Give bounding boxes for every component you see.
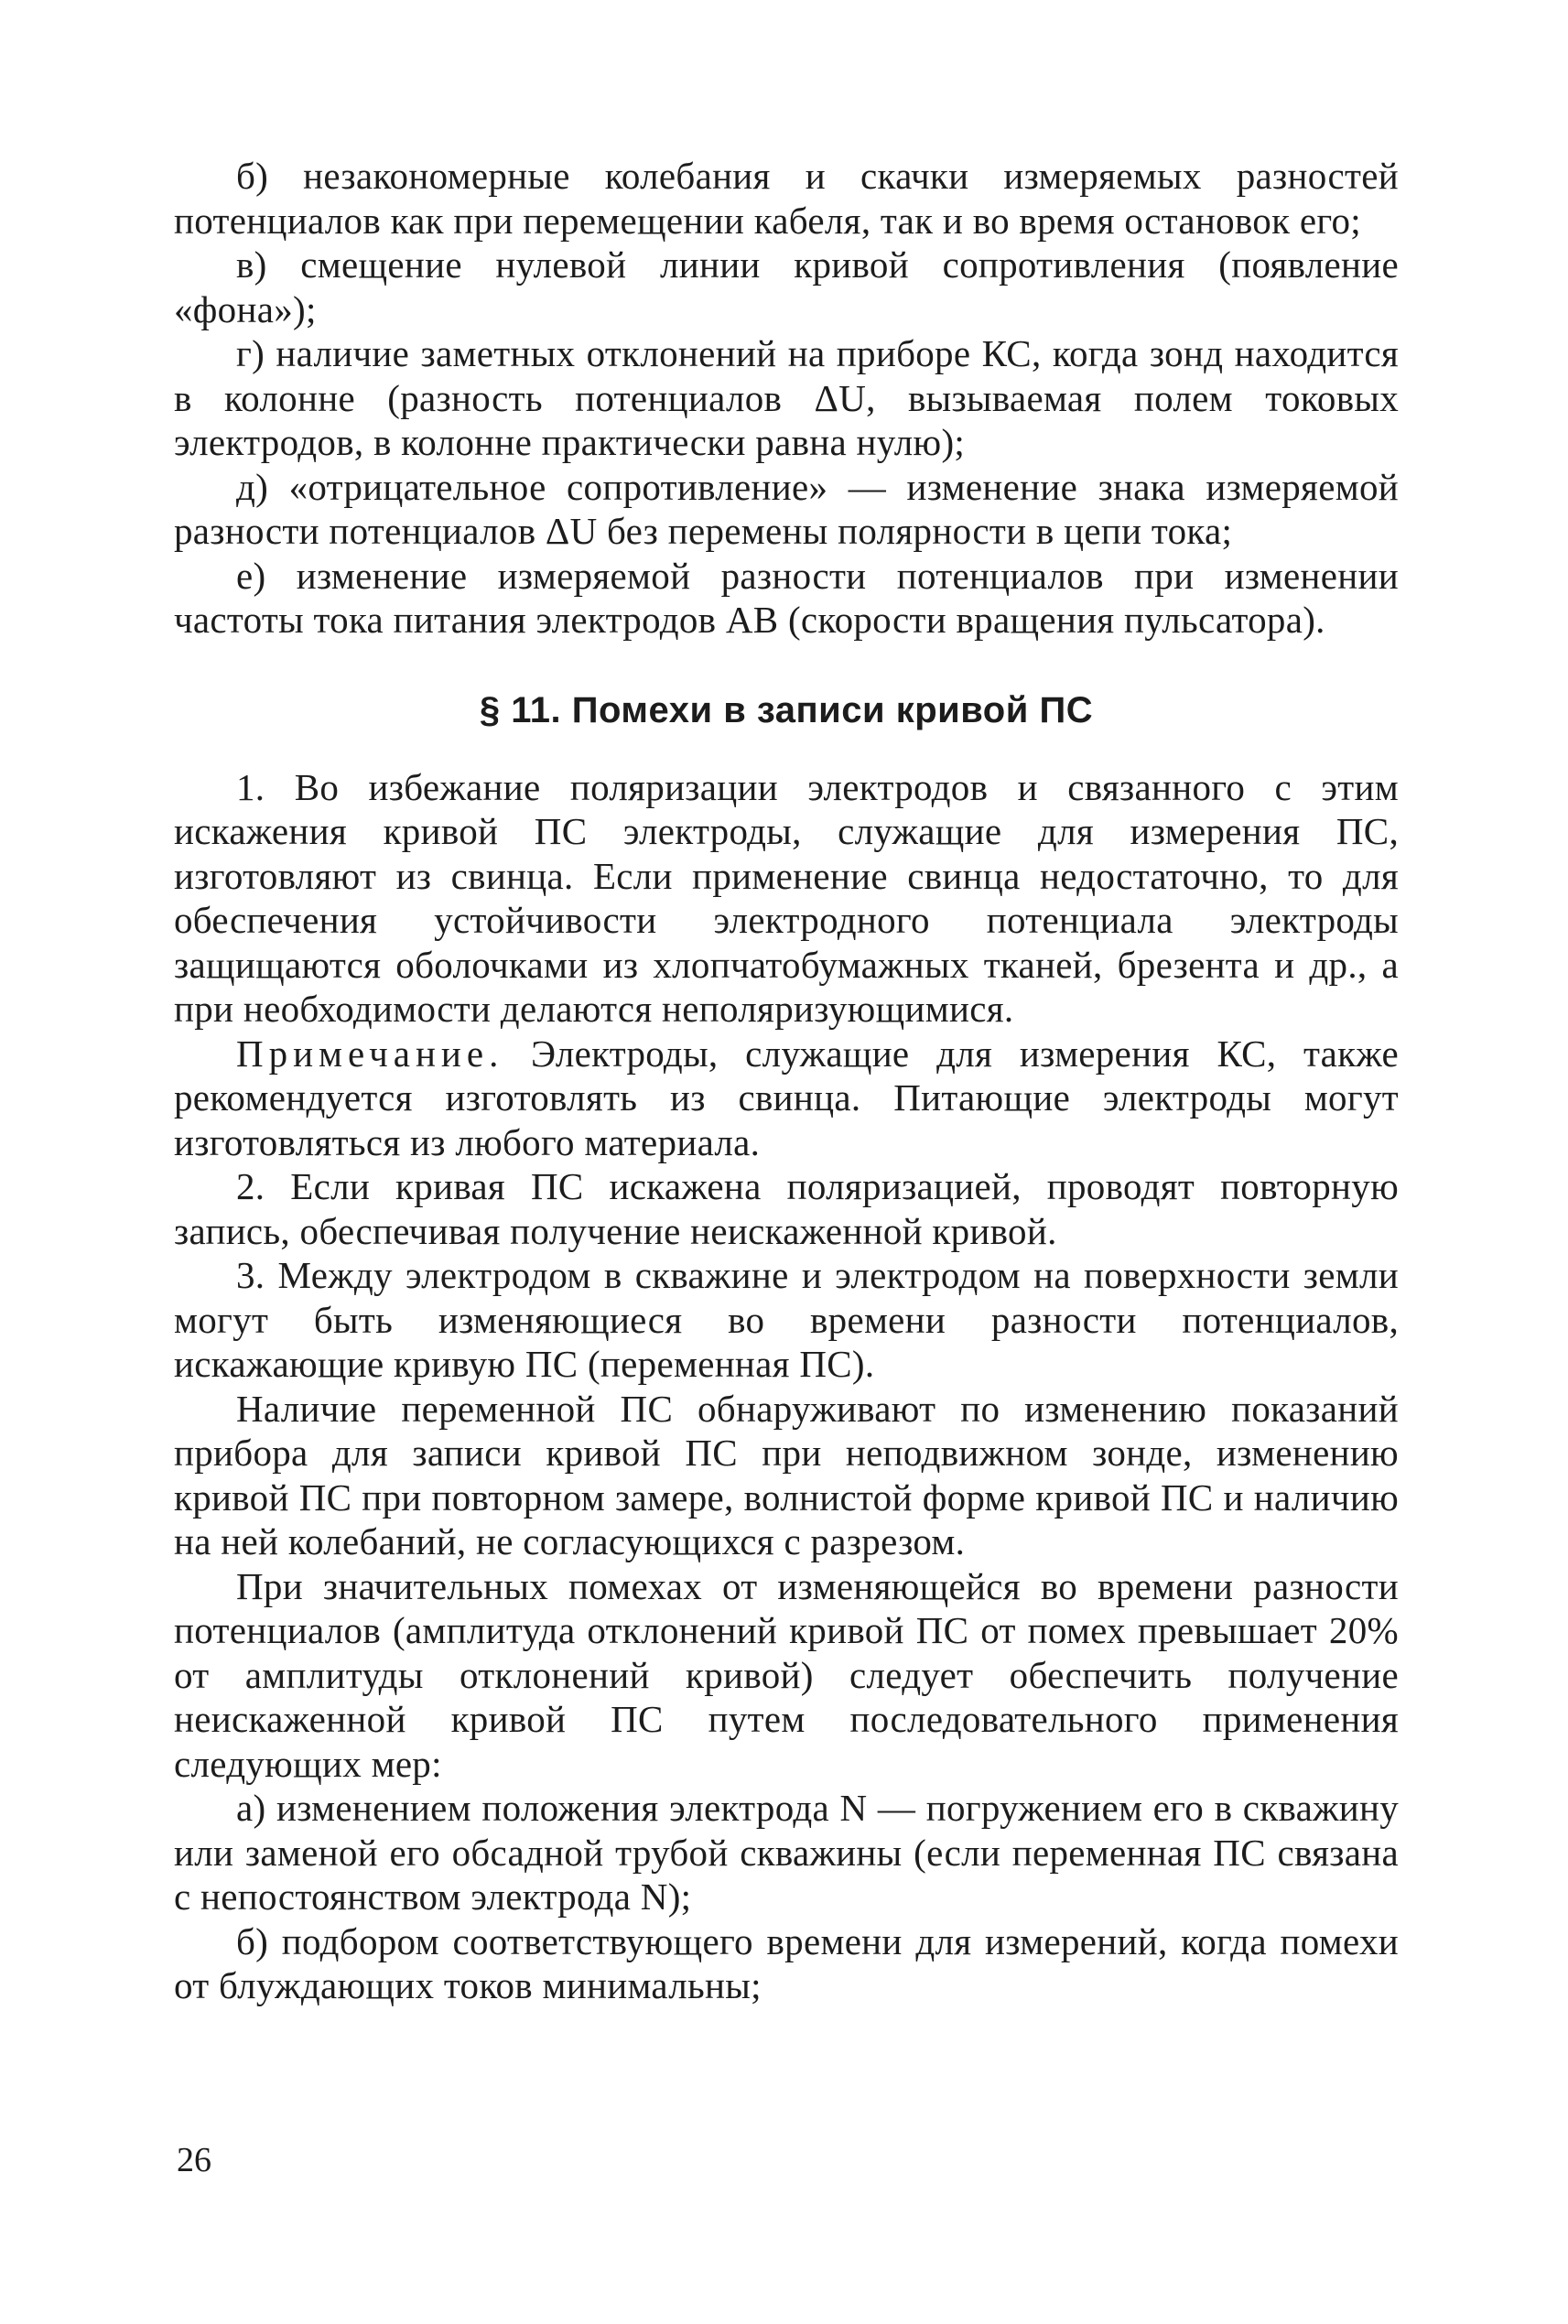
note-label: Примечание.: [236, 1032, 504, 1075]
paragraph-d: д) «отрицательное сопротивление» — изменение знака измеряемой разности потенциалов ΔU без перемены полярности в цепи тока;: [174, 465, 1399, 552]
page-number: 26: [177, 2141, 211, 2179]
page-body: [174, 154, 1399, 2008]
paragraph-g: г) наличие заметных отклонений на приборе КС, когда зонд находится в колонне (разность потенциалов ΔU, вызываемая полем токовых электродов, в колонне практически равна нулю);: [174, 332, 1399, 463]
paragraph-b: б) незакономерные колебания и скачки измеряемых разностей потенциалов как при перемещении кабеля, так и во время остановок его;: [174, 155, 1399, 242]
paragraph-3: 3. Между электродом в скважине и электродом на поверхности земли могут быть изменяющиеся во времени разности потенциалов, искажающие кривую ПС (переменная ПС).: [174, 1254, 1399, 1385]
paragraph-measure-a: а) изменением положения электрода N — погружением его в скважину или заменой его обсадной трубой скважины (если переменная ПС связана с непостоянством электрода N);: [174, 1787, 1399, 1918]
paragraph-measure-b: б) подбором соответствующего времени для измерений, когда помехи от блуждающих токов минимальны;: [174, 1919, 1399, 2006]
paragraph-v: в) смещение нулевой линии кривой сопротивления (появление «фона»);: [174, 243, 1399, 330]
paragraph-significant-noise: При значительных помехах от изменяющейся во времени разности потенциалов (амплитуда отклонений кривой ПС от помех превышает 20% от амплитуды отклонений кривой) следует обеспечить получение неискаженной кривой ПС путем последовательного применения следующих мер:: [174, 1564, 1399, 1785]
note-text: Электроды, служащие для измерения КС, также рекомендуется изготовлять из свинца. Питающие электроды могут изготовляться из любого материала.: [174, 1032, 1399, 1163]
paragraph-e: е) изменение измеряемой разности потенциалов при изменении частоты тока питания электродов АВ (скорости вращения пульсатора).: [174, 554, 1399, 641]
paragraph-1: 1. Во избежание поляризации электродов и связанного с этим искажения кривой ПС электроды, служащие для измерения ПС, изготовляют из свинца. Если применение свинца недостаточно, то для обеспечения устойчивости электродного потенциала электроды защищаются оболочками из хлопчатобумажных тканей, брезента и др., а при необходимости делаются неполяризующимися.: [174, 765, 1399, 1030]
section-heading: § 11. Помехи в записи кривой ПС: [479, 689, 1094, 730]
note-paragraph: [174, 1032, 1399, 1165]
paragraph-2: 2. Если кривая ПС искажена поляризацией, проводят повторную запись, обеспечивая получение неискаженной кривой.: [174, 1165, 1399, 1252]
paragraph-variable-sp: Наличие переменной ПС обнаруживают по изменению показаний прибора для записи кривой ПС при неподвижном зонде, изменению кривой ПС при повторном замере, волнистой форме кривой ПС и наличию на ней колебаний, не согласующихся с разрезом.: [174, 1387, 1399, 1562]
